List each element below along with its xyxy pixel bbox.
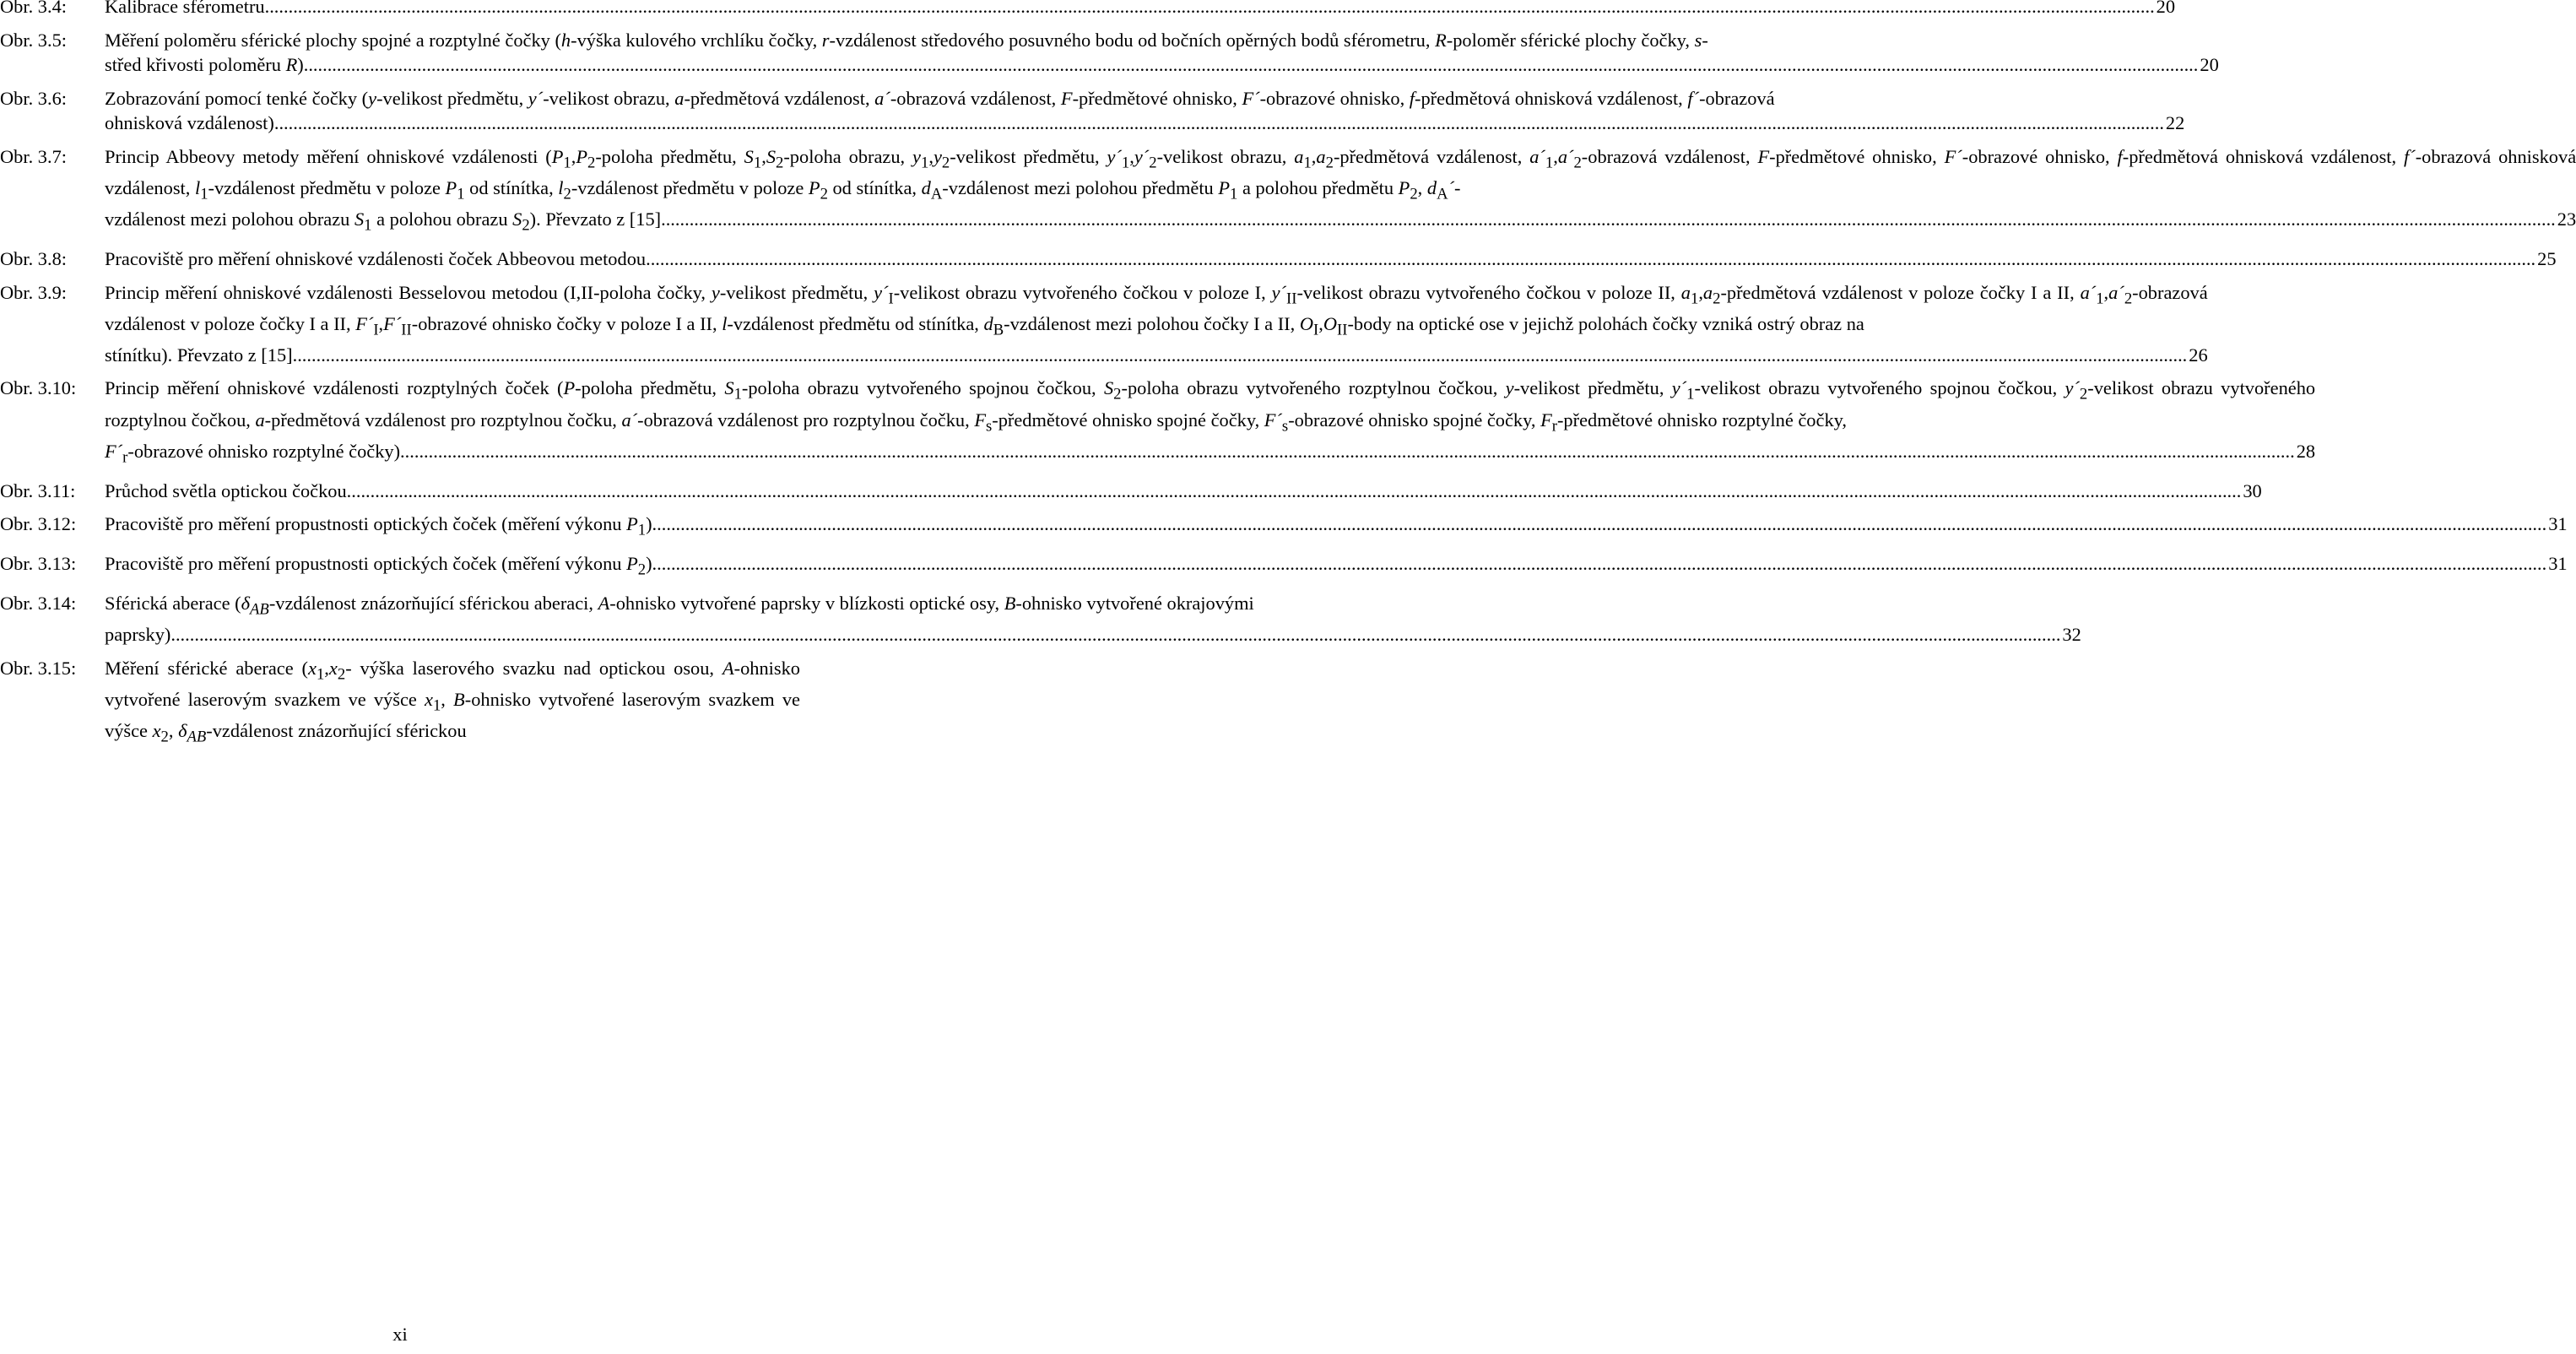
caption-last-line: [105, 0, 2175, 19]
caption-last-line: [105, 622, 2081, 647]
figure-label: Obr. 3.9:: [0, 281, 67, 303]
caption-last-line: [105, 207, 2576, 238]
figure-label: Obr. 3.11:: [0, 479, 76, 501]
figure-label: Obr. 3.13:: [0, 553, 77, 575]
dot-leader: ................................................................................................................................................................................................................................................................................................................................................................................................................: [665, 209, 2556, 230]
caption-last-line: [105, 479, 2262, 504]
caption-text: Pracoviště pro měření propustnosti optických čoček (měření výkonu $P_2$).: [105, 553, 658, 579]
figure-caption: [105, 656, 800, 750]
page-reference[interactable]: 31: [2548, 553, 2568, 575]
caption-text: Pracoviště pro měření ohniskové vzdálenosti čoček Abbeovou metodou: [105, 248, 647, 270]
figure-label: Obr. 3.14:: [0, 593, 77, 615]
caption-text: vzdálenost mezi polohou obrazu $S_1$ a polohou obrazu $S_2$). Převzato z [15].: [105, 209, 666, 235]
figure-entry[interactable]: [0, 28, 2219, 78]
caption-last-line: [105, 246, 2557, 272]
page-reference[interactable]: 28: [2296, 440, 2316, 462]
dot-leader: ................................................................................................................................................................................................................................................................................................................................................................................................................: [657, 553, 2547, 575]
figure-entry[interactable]: [0, 512, 2568, 543]
figure-entry[interactable]: [0, 656, 800, 750]
caption-text: Princip měření ohniskové vzdálenosti rozptylných čoček (P-poloha předmětu, $S_1$-poloha obrazu vytvořeného spojnou čočkou, $S_2$-poloha obrazu vytvořeného rozptylnou čočkou, y-velikost předmětu, $y´_1$-velikost obrazu vytvořeného spojnou čočkou, $y´_2$-velikost obrazu vytvořeného rozptylnou čočkou, a-předmětová vzdálenost pro rozptylnou čočku, a´-obrazová vzdálenost pro rozptylnou čočku, $F_s$-předmětové ohnisko spojné čočky, $F´_s$-obrazové ohnisko spojné čočky, $F_r$-předmětové ohnisko rozptylné čočky,: [105, 377, 2316, 435]
caption-last-line: [105, 551, 2568, 582]
page-number-footer: xi: [392, 1324, 408, 1345]
figure-caption: [105, 86, 2184, 136]
caption-last-line: [105, 343, 2208, 368]
dot-leader: ................................................................................................................................................................................................................................................................................................................................................................................................................: [351, 479, 2242, 501]
figure-label: Obr. 3.7:: [0, 145, 67, 167]
page-reference[interactable]: 22: [2165, 112, 2185, 134]
figure-caption: [105, 246, 2557, 272]
dot-leader: ................................................................................................................................................................................................................................................................................................................................................................................................................: [657, 513, 2547, 535]
dot-leader: ................................................................................................................................................................................................................................................................................................................................................................................................................: [273, 112, 2164, 134]
figure-caption: [105, 0, 2175, 19]
figure-entry[interactable]: [0, 246, 2557, 272]
figure-entry[interactable]: [0, 280, 2208, 368]
figure-caption: [105, 28, 2219, 78]
figure-entry[interactable]: [0, 144, 2576, 238]
dot-leader: ................................................................................................................................................................................................................................................................................................................................................................................................................: [404, 440, 2295, 462]
caption-text: ohnisková vzdálenost): [105, 112, 274, 134]
figure-label: Obr. 3.12:: [0, 513, 77, 535]
dot-leader: ................................................................................................................................................................................................................................................................................................................................................................................................................: [170, 624, 2061, 646]
figure-caption: [105, 479, 2262, 504]
caption-text: Pracoviště pro měření propustnosti optických čoček (měření výkonu $P_1$).: [105, 513, 658, 539]
dot-leader: ................................................................................................................................................................................................................................................................................................................................................................................................................: [297, 344, 2188, 366]
caption-text: Průchod světla optickou čočkou.: [105, 479, 352, 501]
dot-leader: ................................................................................................................................................................................................................................................................................................................................................................................................................: [264, 0, 2155, 17]
figure-entry[interactable]: [0, 479, 2262, 504]
dot-leader: ................................................................................................................................................................................................................................................................................................................................................................................................................: [308, 54, 2199, 76]
page-reference[interactable]: 26: [2189, 344, 2208, 366]
figure-label: Obr. 3.6:: [0, 87, 67, 109]
figure-entry[interactable]: [0, 0, 2176, 19]
figure-label: Obr. 3.8:: [0, 248, 67, 270]
page-reference[interactable]: 25: [2537, 248, 2557, 270]
caption-text: Sférická aberace ($\delta_{AB}$-vzdálenost znázorňující sférickou aberaci, A-ohnisko vytvořené paprsky v blízkosti optické osy, B-ohnisko vytvořené okrajovými: [105, 593, 1254, 619]
figure-label: Obr. 3.10:: [0, 377, 77, 399]
figure-label: Obr. 3.5:: [0, 29, 67, 51]
dot-leader: ................................................................................................................................................................................................................................................................................................................................................................................................................: [646, 248, 2536, 270]
figure-entry[interactable]: [0, 551, 2568, 582]
page-reference[interactable]: 32: [2062, 624, 2081, 646]
figure-caption: [105, 551, 2568, 582]
page-reference[interactable]: 20: [2156, 0, 2176, 17]
caption-text: paprsky): [105, 624, 171, 646]
figure-label: Obr. 3.15:: [0, 658, 77, 680]
page-reference[interactable]: 31: [2548, 513, 2568, 535]
page-reference[interactable]: 23: [2557, 209, 2576, 230]
page-reference[interactable]: 30: [2243, 479, 2262, 501]
caption-text: střed křivosti poloměru R).: [105, 54, 309, 76]
caption-text: Zobrazování pomocí tenké čočky (y-velikost předmětu, y´-velikost obrazu, a-předmětová vzdálenost, a´-obrazová vzdálenost, F-předmětové ohnisko, F´-obrazové ohnisko, f-předmětová ohnisková vzdálenost, f´-obrazová: [105, 87, 1775, 109]
page-reference[interactable]: 20: [2200, 54, 2219, 76]
caption-text: stínítku). Převzato z [15].: [105, 344, 298, 366]
figure-caption: [105, 512, 2568, 543]
figure-entry[interactable]: [0, 376, 2316, 469]
figure-caption: [105, 376, 2315, 469]
figure-caption: [105, 280, 2208, 368]
caption-text: Princip měření ohniskové vzdálenosti Besselovou metodou (I,II-poloha čočky, y-velikost předmětu, $y´_I$-velikost obrazu vytvořeného čočkou v poloze I, $y´_{II}$-velikost obrazu vytvořeného čočkou v poloze II, $a_1,a_2$-předmětová vzdálenost v poloze čočky I a II, $a´_1,a´_2$-obrazová vzdálenost v poloze čočky I a II, $F´_I,F´_{II}$-obrazové ohnisko čočky v poloze I a II, l-vzdálenost předmětu od stínítka, $d_B$-vzdálenost mezi polohou čočky I a II, $O_I,O_{II}$-body na optické ose v jejichž polohách čočky vzniká ostrý obraz na: [105, 281, 2208, 339]
caption-text: Princip Abbeovy metody měření ohniskové vzdálenosti ($P_1,P_2$-poloha předmětu, $S_1,S_2$-poloha obrazu, $y_1,y_2$-velikost předmětu, $y´_1,y´_2$-velikost obrazu, $a_1,a_2$-předmětová vzdálenost, $a´_1,a´_2$-obrazová vzdálenost, F-předmětové ohnisko, F´-obrazové ohnisko, f-předmětová ohnisková vzdálenost, f´-obrazová ohnisková vzdálenost, $l_1$-vzdálenost předmětu v poloze $P_1$ od stínítka, $l_2$-vzdálenost předmětu v poloze $P_2$ od stínítka, $d_A$-vzdálenost mezi polohou předmětu $P_1$ a polohou předmětu $P_2$, $d_A´-$: [105, 145, 2576, 203]
caption-last-line: [105, 111, 2184, 136]
caption-text: Měření sférické aberace ($x_1,x_2-$ výška laserového svazku nad optickou osou, A-ohnisko vytvořené laserovým svazkem ve výšce $x_1$, B-ohnisko vytvořené laserovým svazkem ve výšce $x_2$, $\delta_{AB}$-vzdálenost znázorňující sférickou: [105, 658, 800, 746]
caption-text: Měření poloměru sférické plochy spojné a rozptylné čočky (h-výška kulového vrchlíku čočky, r-vzdálenost středového posuvného bodu od bočních opěrných bodů sférometru, R-poloměr sférické plochy čočky, s-: [105, 29, 1708, 51]
caption-last-line: [105, 512, 2568, 543]
caption-text: Kalibrace sférometru: [105, 0, 265, 17]
figure-entry[interactable]: [0, 591, 2081, 647]
caption-text: $F´_r$-obrazové ohnisko rozptylné čočky).: [105, 440, 405, 467]
caption-last-line: [105, 52, 2219, 78]
figure-caption: [105, 144, 2576, 238]
figure-entry[interactable]: [0, 86, 2185, 136]
figure-caption: [105, 591, 2081, 647]
figure-label: Obr. 3.4:: [0, 0, 67, 17]
caption-last-line: [105, 439, 2315, 470]
